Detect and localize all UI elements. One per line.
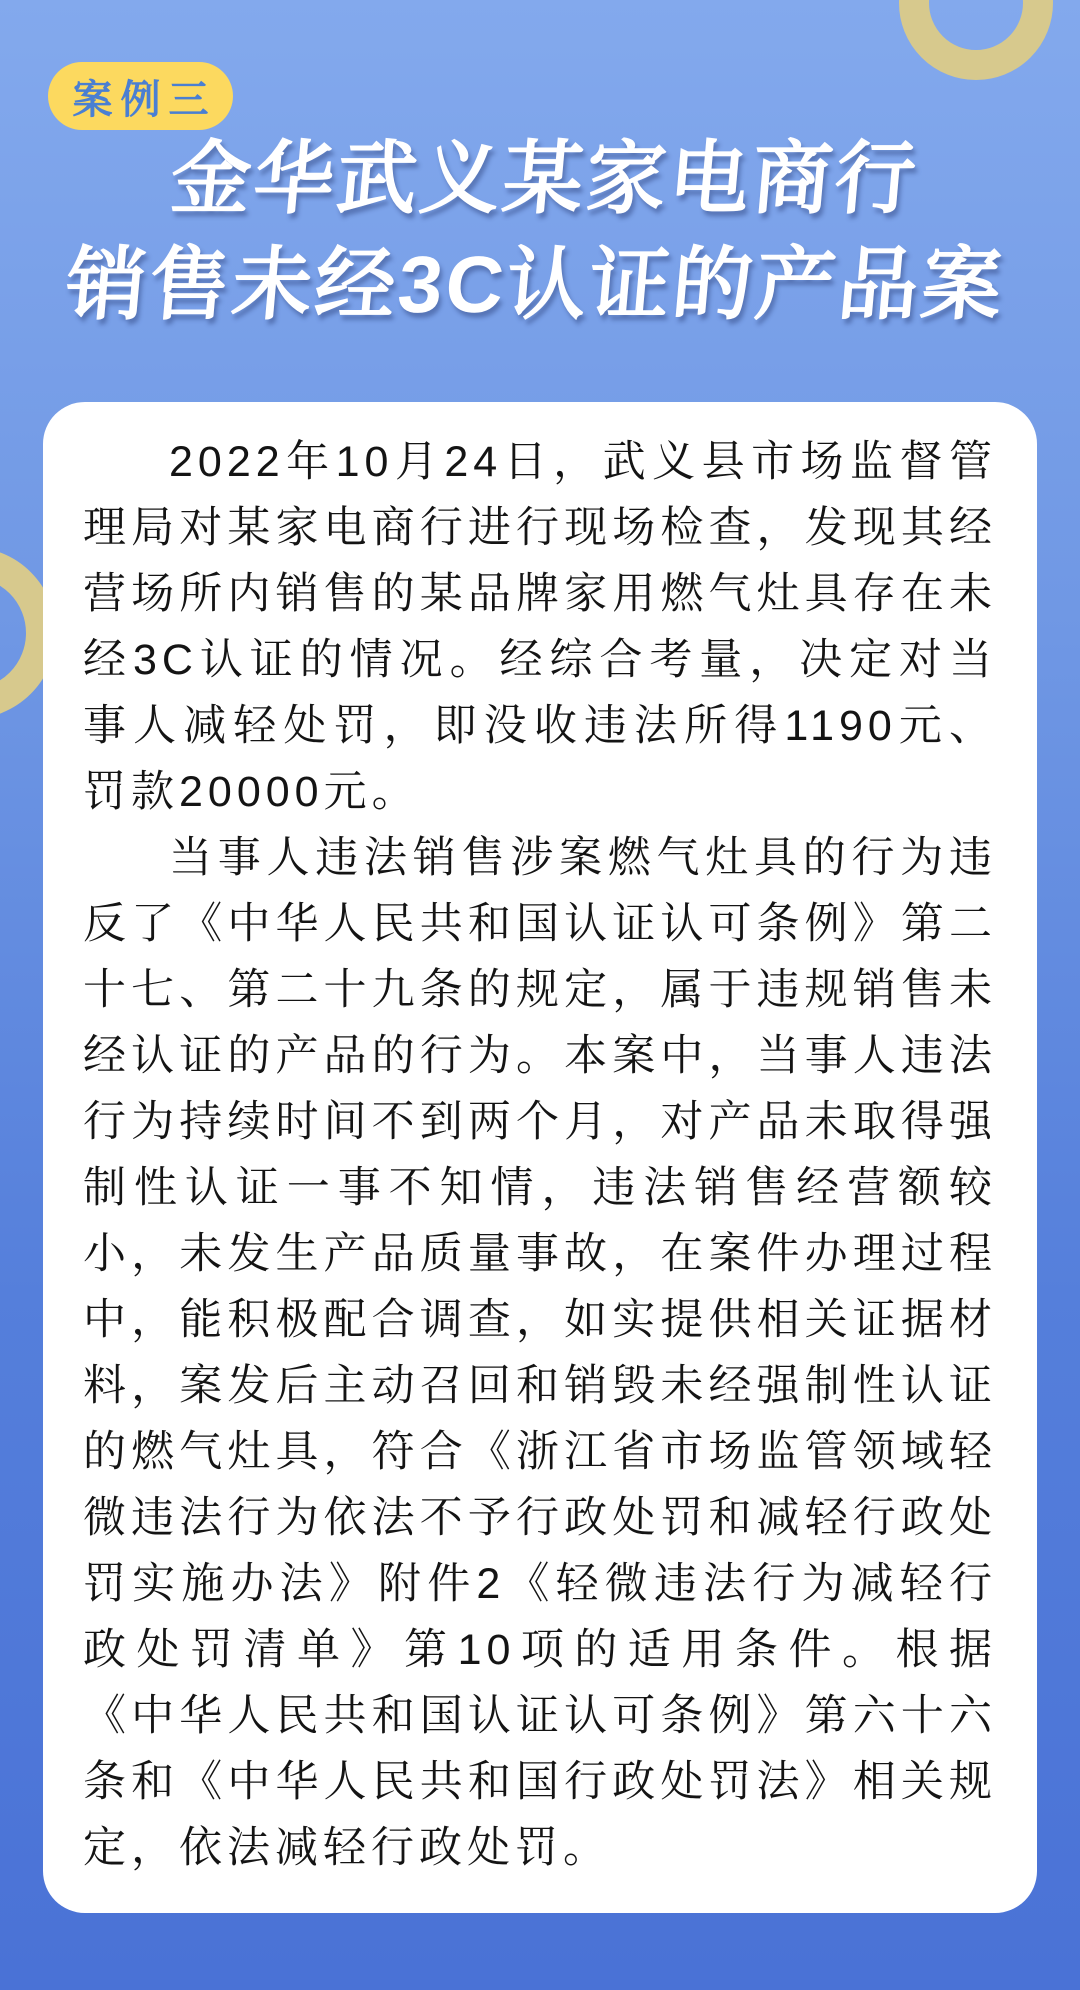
- article-card: [43, 402, 1037, 1913]
- case-number-badge: [48, 62, 233, 130]
- decorative-ring-top-right-icon: [899, 0, 1053, 80]
- article-paragraph-1: 2022年10月24日，武义县市场监督管理局对某家电商行进行现场检查，发现其经营场所内销售的某品牌家用燃气灶具存在未经3C认证的情况。经综合考量，决定对当事人减轻处罚，即没收违法所得1190元、罚款20000元。: [83, 438, 997, 816]
- page-title: [0, 126, 1080, 338]
- case-number-badge-label: 案例三: [72, 77, 217, 122]
- page-title-line-1: 金华武义某家电商行: [167, 134, 923, 223]
- page-title-line-2: 销售未经3C认证的产品案: [62, 240, 1009, 329]
- article-paragraph-2: 当事人违法销售涉案燃气灶具的行为违反了《中华人民共和国认证认可条例》第二十七、第二十九条的规定，属于违规销售未经认证的产品的行为。本案中，当事人违法行为持续时间不到两个月，对产品未取得强制性认证一事不知情，违法销售经营额较小，未发生产品质量事故，在案件办理过程中，能积极配合调查，如实提供相关证据材料，案发后主动召回和销毁未经强制性认证的燃气灶具，符合《浙江省市场监管领域轻微违法行为依法不予行政处罚和减轻行政处罚实施办法》附件2《轻微违法行为减轻行政处罚清单》第10项的适用条件。根据《中华人民共和国认证认可条例》第六十六条和《中华人民共和国行政处罚法》相关规定，依法减轻行政处罚。: [83, 834, 997, 1872]
